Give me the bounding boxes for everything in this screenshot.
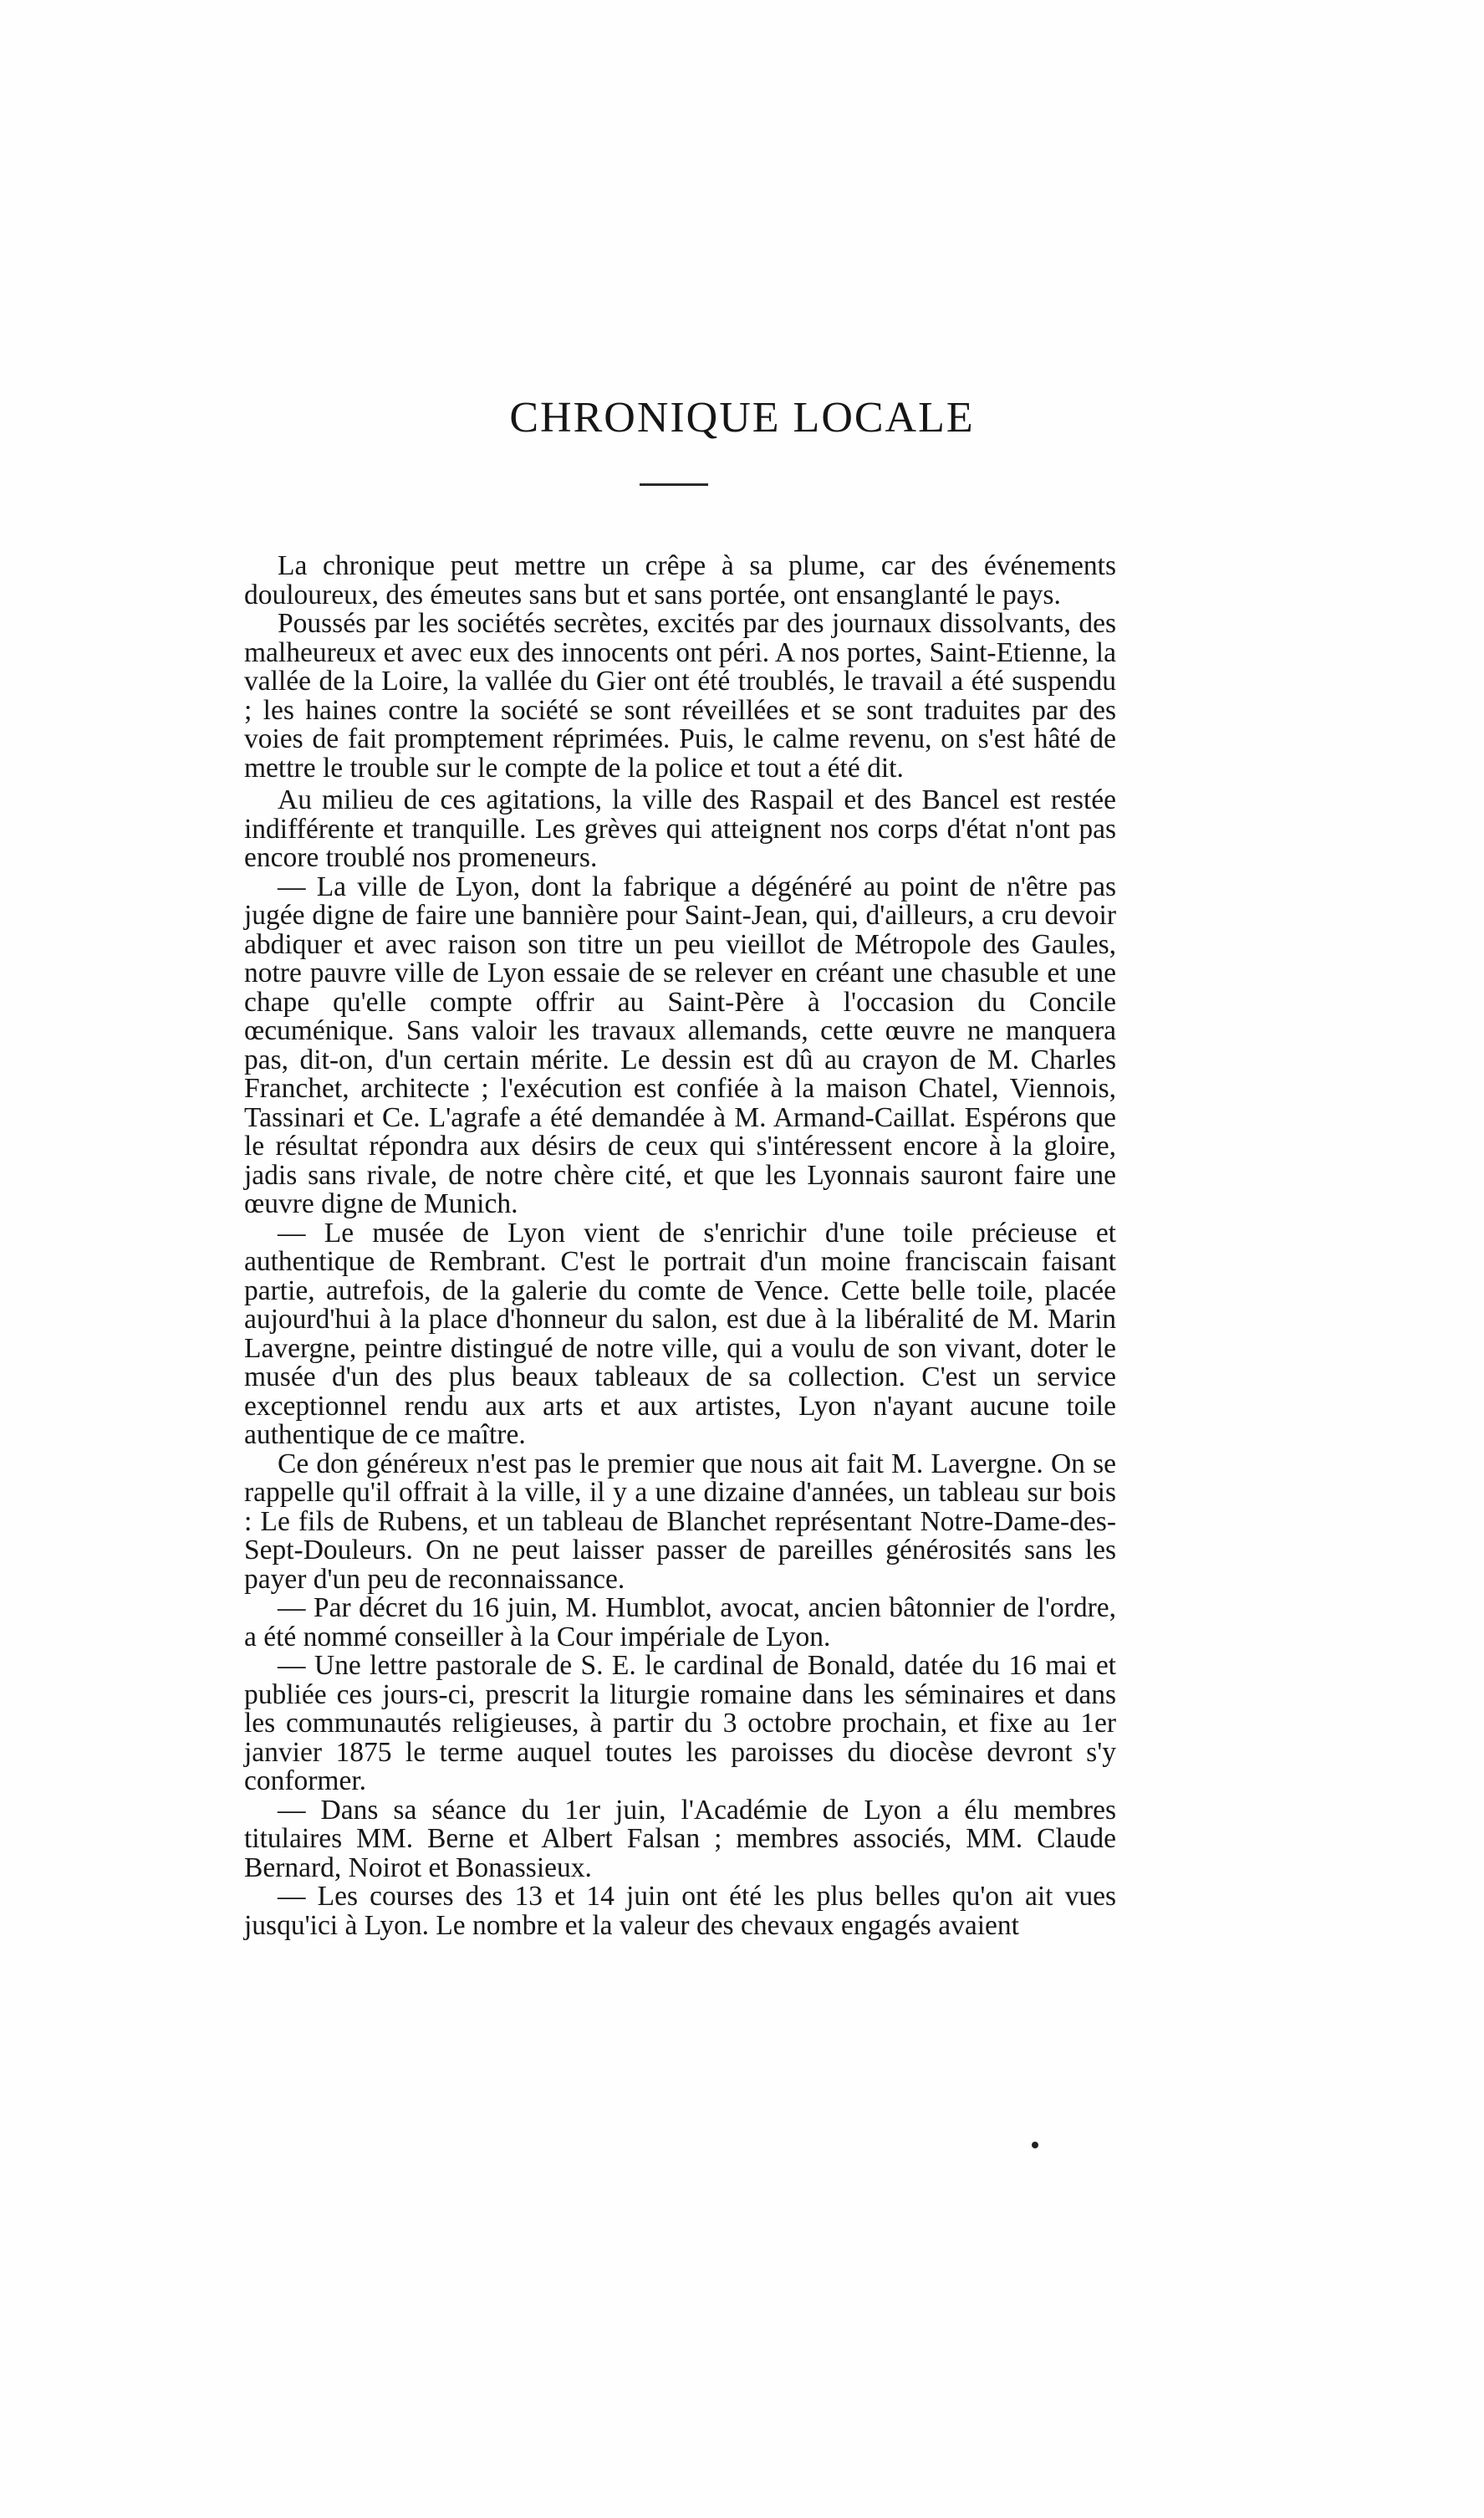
paragraph: — Le musée de Lyon vient de s'enrichir d'une toile précieuse et authentique de Rembrant. C'est le portrait d'un moine franciscain faisant partie, autrefois, de la galerie du comte de Vence. Cette belle toile, placée aujourd'hui à la place d'honneur du salon, est due à la libéralité de M. Marin Lavergne, peintre distingué de notre ville, qui a voulu de son vivant, doter le musée d'un des plus beaux tableaux de sa collection. C'est un service exceptionnel rendu aux arts et aux artistes, Lyon n'ayant aucune toile authentique de ce maître. <box>244 1217 1116 1450</box>
paragraph: Au milieu de ces agitations, la ville des Raspail et des Bancel est restée indifférente et tranquille. Les grèves qui atteignent nos corps d'état n'ont pas encore troublé nos promeneurs. <box>244 784 1116 873</box>
ink-speck <box>1032 2142 1038 2148</box>
title-divider <box>640 483 708 486</box>
paragraph: — Par décret du 16 juin, M. Humblot, avocat, ancien bâtonnier de l'ordre, a été nommé conseiller à la Cour impériale de Lyon. <box>244 1592 1116 1652</box>
paragraph: La chronique peut mettre un crêpe à sa plume, car des événements douloureux, des émeutes sans but et sans portée, ont ensanglanté le pays. <box>244 550 1116 610</box>
paragraph: Ce don généreux n'est pas le premier que nous ait fait M. Lavergne. On se rappelle qu'il offrait à la ville, il y a une dizaine d'années, un tableau sur bois : Le fils de Rubens, et un tableau de Blanchet représentant Notre-Dame-des-Sept-Douleurs. On ne peut laisser passer de pareilles générosités sans les payer d'un peu de reconnaissance. <box>244 1448 1116 1595</box>
paragraph: — Une lettre pastorale de S. E. le cardinal de Bonald, datée du 16 mai et publiée ces jours-ci, prescrit la liturgie romaine dans les séminaires et dans les communautés religieuses, à partir du 3 octobre prochain, et fixe au 1er janvier 1875 le terme auquel toutes les paroisses du diocèse devront s'y conformer. <box>244 1650 1116 1796</box>
page-title: CHRONIQUE LOCALE <box>509 394 975 442</box>
paragraph: — Les courses des 13 et 14 juin ont été les plus belles qu'on ait vues jusqu'ici à Lyon. Le nombre et la valeur des chevaux engagés avaient <box>244 1881 1116 1941</box>
paragraph: Poussés par les sociétés secrètes, excités par des journaux dissolvants, des malheureux et avec eux des innocents ont péri. A nos portes, Saint-Etienne, la vallée de la Loire, la vallée du Gier ont été troublés, le travail a été suspendu ; les haines contre la société se sont réveillées et se sont traduites par des voies de fait promptement réprimées. Puis, le calme revenu, on s'est hâté de mettre le trouble sur le compte de la police et tout a été dit. <box>244 608 1116 784</box>
paragraph: — Dans sa séance du 1er juin, l'Académie de Lyon a élu membres titulaires MM. Berne et Albert Falsan ; membres associés, MM. Claude Bernard, Noirot et Bonassieux. <box>244 1794 1116 1883</box>
paragraph: — La ville de Lyon, dont la fabrique a dégénéré au point de n'être pas jugée digne de faire une bannière pour Saint-Jean, qui, d'ailleurs, a cru devoir abdiquer et avec raison son titre un peu vieillot de Métropole des Gaules, notre pauvre ville de Lyon essaie de se relever en créant une chasuble et une chape qu'elle compte offrir au Saint-Père à l'occasion du Concile œcuménique. Sans valoir les travaux allemands, cette œuvre ne manquera pas, dit-on, d'un certain mérite. Le dessin est dû au crayon de M. Charles Franchet, architecte ; l'exécution est confiée à la maison Chatel, Viennois, Tassinari et Ce. L'agrafe a été demandée à M. Armand-Caillat. Espérons que le résultat répondra aux désirs de ceux qui s'intéressent encore à la gloire, jadis sans rivale, de notre chère cité, et que les Lyonnais sauront faire une œuvre digne de Munich. <box>244 871 1116 1219</box>
article-body <box>244 552 1116 1940</box>
